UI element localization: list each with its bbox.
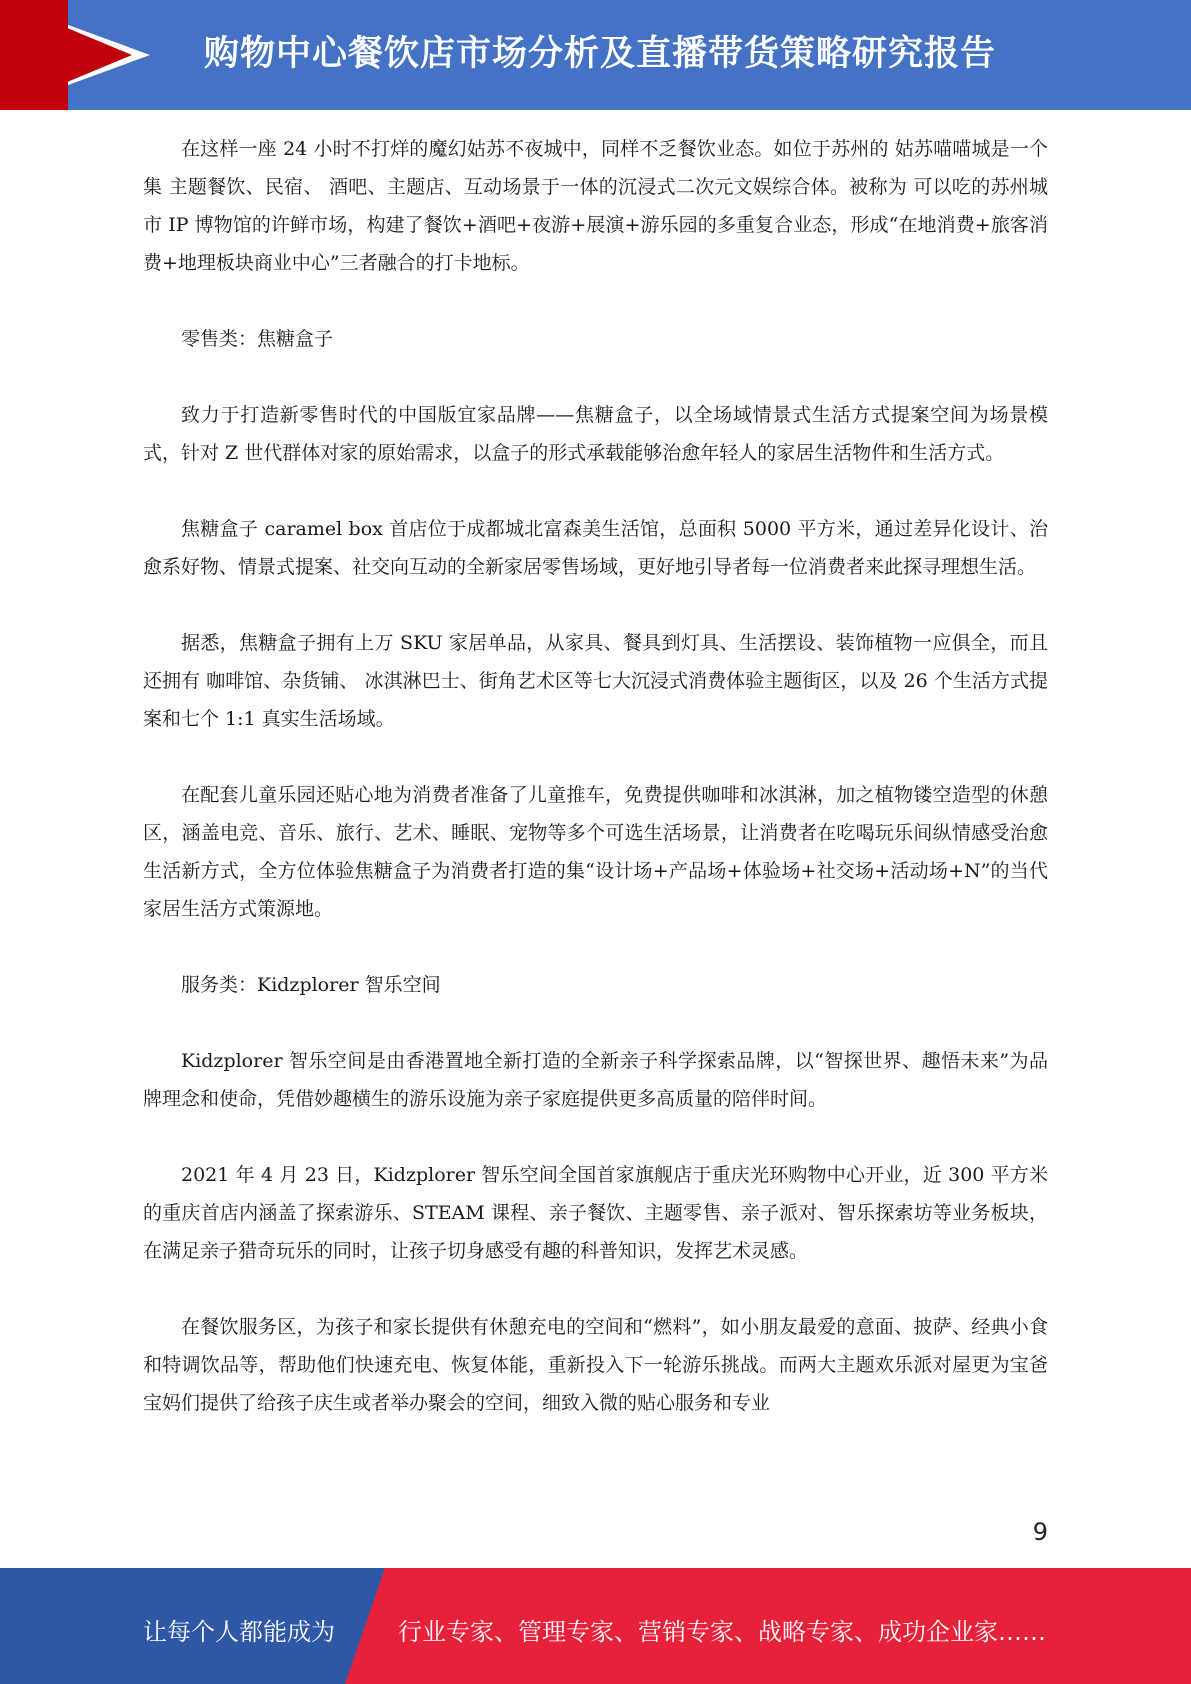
paragraph-kidzplorer-dining: 在餐饮服务区，为孩子和家长提供有休憩充电的空间和“燃料”，如小朋友最爱的意面、披萨、经典小食和特调饮品等，帮助他们快速充电、恢复体能，重新投入下一轮游乐挑战。而两大主题欢乐派对屋更为宝爸宝妈们提供了给孩子庆生或者举办聚会的空间，细致入微的贴心服务和专业 (143, 1316, 1048, 1414)
page-number: 9 (1032, 1518, 1048, 1546)
paragraph-caramel-box-sku: 据悉，焦糖盒子拥有上万 SKU 家居单品，从家具、餐具到灯具、生活摆设、装饰植物一应俱全，而且还拥有 咖啡馆、杂货铺、 冰淇淋巴士、街角艺术区等七大沉浸式消费体验主题街区，以及 26 个生活方式提案和七个 1:1 真实生活场域。 (143, 632, 1048, 730)
page-body (143, 130, 1048, 1460)
footer-slogan-left: 让每个人都能成为 (143, 1618, 335, 1646)
paragraph-caramel-box-kids: 在配套儿童乐园还贴心地为消费者准备了儿童推车，免费提供咖啡和冰淇淋，加之植物镂空造型的休憩区，涵盖电竞、音乐、旅行、艺术、睡眠、宠物等多个可选生活场景，让消费者在吃喝玩乐间纵情感受治愈生活新方式，全方位体验焦糖盒子为消费者打造的集“设计场+产品场+体验场+社交场+活动场+N”的当代家居生活方式策源地。 (143, 784, 1048, 920)
header-red-block (0, 0, 68, 110)
paragraph-kidzplorer-intro: Kidzplorer 智乐空间是由香港置地全新打造的全新亲子科学探索品牌，以“智探世界、趣悟未来”为品牌理念和使命，凭借妙趣横生的游乐设施为亲子家庭提供更多高质量的陪伴时间。 (143, 1050, 1048, 1110)
footer-slogan-right: 行业专家、管理专家、营销专家、战略专家、成功企业家…… (398, 1618, 1046, 1646)
paragraph-kidzplorer-opening: 2021 年 4 月 23 日，Kidzplorer 智乐空间全国首家旗舰店于重庆光环购物中心开业，近 300 平方米的重庆首店内涵盖了探索游乐、STEAM 课程、亲子餐饮、主题零售、亲子派对、智乐探索坊等业务板块，在满足亲子猎奇玩乐的同时，让孩子切身感受有趣的科普知识，发挥艺术灵感。 (143, 1164, 1048, 1262)
paragraph-suzhou-intro: 在这样一座 24 小时不打烊的魔幻姑苏不夜城中，同样不乏餐饮业态。如位于苏州的 姑苏喵喵城是一个集 主题餐饮、民宿、 酒吧、主题店、互动场景于一体的沉浸式二次元文娱综合体。被称为 可以吃的苏州城市 IP 博物馆的许鲜市场，构建了餐饮+酒吧+夜游+展演+游乐园的多重复合业态，形成“在地消费+旅客消费+地理板块商业中心”三者融合的打卡地标。 (143, 138, 1048, 274)
section-heading-retail: 零售类：焦糖盒子 (181, 328, 334, 350)
page-footer (0, 1568, 1191, 1684)
page-header (0, 0, 1191, 110)
paragraph-caramel-box-store: 焦糖盒子 caramel box 首店位于成都城北富森美生活馆，总面积 5000 平方米，通过差异化设计、治愈系好物、情景式提案、社交向互动的全新家居零售场域，更好地引导者每一位消费者来此探寻理想生活。 (143, 518, 1048, 578)
paragraph-caramel-box-intro: 致力于打造新零售时代的中国版宜家品牌——焦糖盒子，以全场域情景式生活方式提案空间为场景模式，针对 Z 世代群体对家的原始需求，以盒子的形式承载能够治愈年轻人的家居生活物件和生活方式。 (143, 404, 1048, 464)
report-title: 购物中心餐饮店市场分析及直播带货策略研究报告 (204, 34, 997, 74)
section-heading-service: 服务类：Kidzplorer 智乐空间 (181, 974, 441, 996)
